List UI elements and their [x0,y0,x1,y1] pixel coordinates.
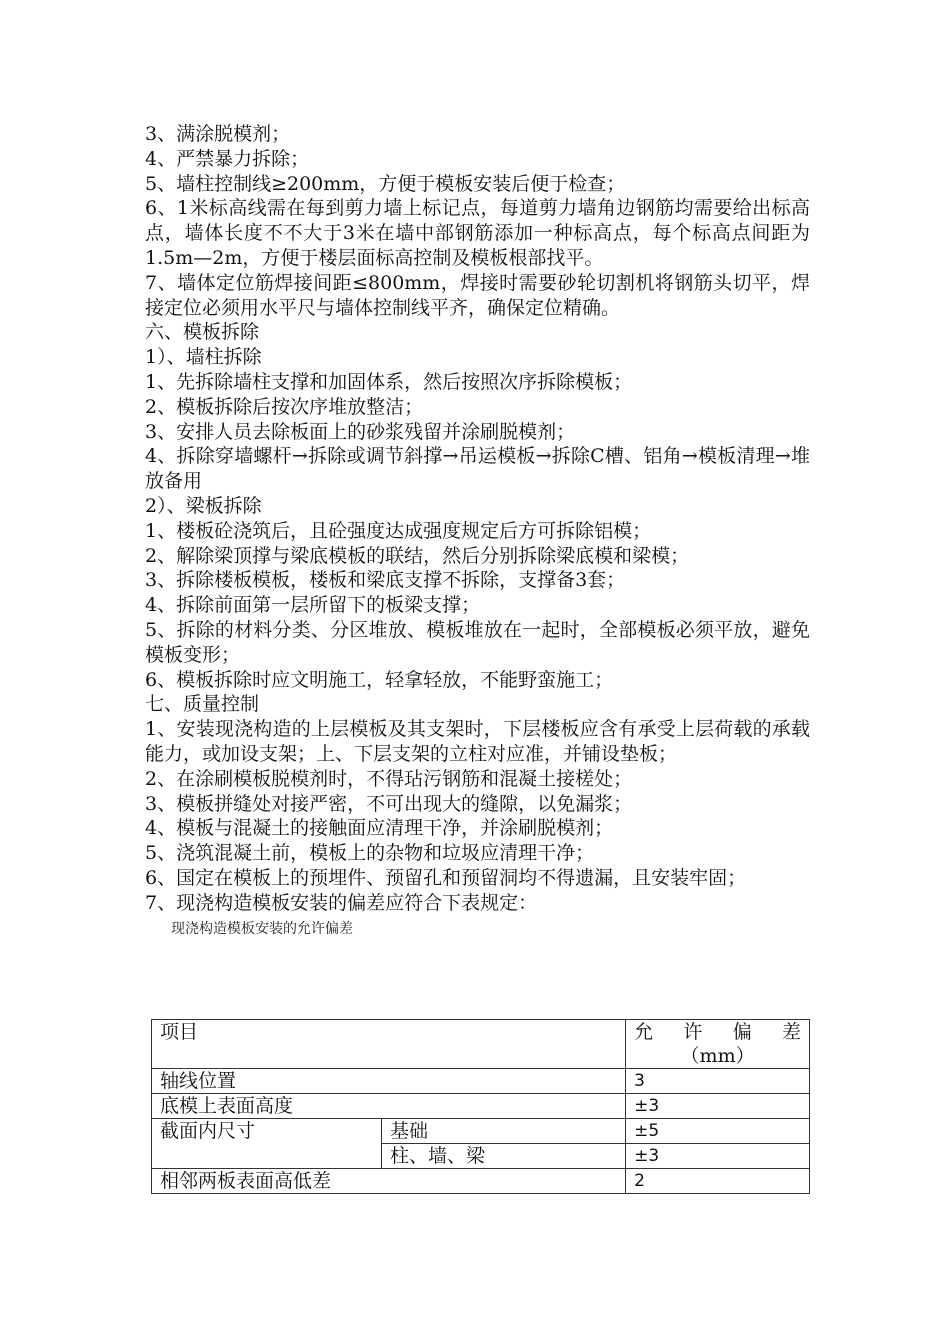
paragraph: 3、模板拼缝处对接严密，不可出现大的缝隙，以免漏浆； [145,792,633,815]
paragraph: 3、安排人员去除板面上的砂浆残留并涂刷脱模剂； [145,420,576,443]
subsection-heading: 2）、梁板拆除 [145,494,262,517]
section-heading: 七、质量控制 [145,693,260,716]
row-value: 3 [626,1069,810,1094]
paragraph: 4、拆除前面第一层所留下的板梁支撑； [145,594,481,617]
paragraph: 6、1米标高线需在每到剪力墙上标记点，每道剪力墙角边钢筋均需要给出标高点，墙体长度不不大于3米在墙中部钢筋添加一种标高点，每个标高点间距为1.5m—2m，方便于楼层面标高控制及模板根部找平。 [145,197,810,269]
paragraph: 4、拆除穿墙螺杆→拆除或调节斜撑→吊运模板→拆除C槽、铝角→模板清理→堆放备用 [145,445,810,493]
row-label: 相邻两板表面高低差 [152,1169,626,1194]
table-row [152,1169,810,1194]
document-body [145,122,810,940]
table-row [152,1069,810,1094]
paragraph: 5、墙柱控制线≥200mm，方便于模板安装后便于检查； [145,172,626,195]
header-unit-label: （mm） [680,1045,755,1067]
row-value: ±3 [626,1144,810,1169]
row-label: 底模上表面高度 [152,1094,626,1119]
paragraph: 1、安装现浇构造的上层模板及其支架时，下层楼板应含有承受上层荷载的承载能力，或加设支架；上、下层支架的立柱对应准，并铺设垫板； [145,718,810,765]
row-value: ±3 [626,1094,810,1119]
paragraph: 7、墙体定位筋焊接间距≤800mm，焊接时需要砂轮切割机将钢筋头切平，焊接定位必须用水平尺与墙体控制线平齐，确保定位精确。 [145,271,810,319]
paragraph: 6、国定在模板上的预埋件、预留孔和预留洞均不得遗漏，且安装牢固； [145,866,747,889]
row-value: ±5 [626,1119,810,1144]
header-item-cell [152,1020,626,1069]
row-label: 轴线位置 [152,1069,626,1094]
table-row [152,1094,810,1119]
header-item-label: 项目 [160,1021,199,1043]
section-heading: 六、模板拆除 [145,321,260,344]
subsection-heading: 1）、墙柱拆除 [145,346,262,369]
paragraph: 4、模板与混凝土的接触面应清理干净，并涂刷脱模剂； [145,817,614,840]
paragraph: 3、满涂脱模剂； [145,123,291,145]
paragraph: 1、先拆除墙柱支撑和加固体系，然后按照次序拆除模板； [145,370,633,393]
paragraph: 4、严禁暴力拆除； [145,147,310,170]
table-caption: 现浇构造模板安装的允许偏差 [171,920,353,937]
paragraph: 5、浇筑混凝土前，模板上的杂物和垃圾应清理干净； [145,842,595,865]
paragraph: 1、楼板砼浇筑后，且砼强度达成强度规定后方可拆除铝模； [145,519,652,542]
paragraph: 2、模板拆除后按次序堆放整洁； [145,395,424,418]
paragraph: 6、模板拆除时应文明施工，轻拿轻放，不能野蛮施工； [145,668,614,691]
row-value: 2 [626,1169,810,1194]
tolerance-table [151,1019,810,1194]
table-row [152,1119,810,1144]
paragraph: 5、拆除的材料分类、分区堆放、模板堆放在一起时，全部模板必须平放，避免模板变形； [145,618,810,666]
paragraph: 7、现浇构造模板安装的偏差应符合下表规定： [145,891,538,914]
table-header-row [152,1020,810,1069]
paragraph: 2、解除梁顶撑与梁底模板的联结，然后分别拆除梁底模和梁模； [145,544,690,567]
header-tolerance-label: 允 许 偏 差 [634,1021,801,1043]
header-tolerance-cell [626,1020,810,1069]
row-sublabel: 基础 [382,1119,626,1144]
paragraph: 2、在涂刷模板脱模剂时，不得玷污钢筋和混凝土接槎处； [145,767,633,790]
row-label: 截面内尺寸 [152,1119,382,1169]
paragraph: 3、拆除楼板模板，楼板和梁底支撑不拆除，支撑备3套； [145,569,626,592]
row-sublabel: 柱、墙、梁 [382,1144,626,1169]
